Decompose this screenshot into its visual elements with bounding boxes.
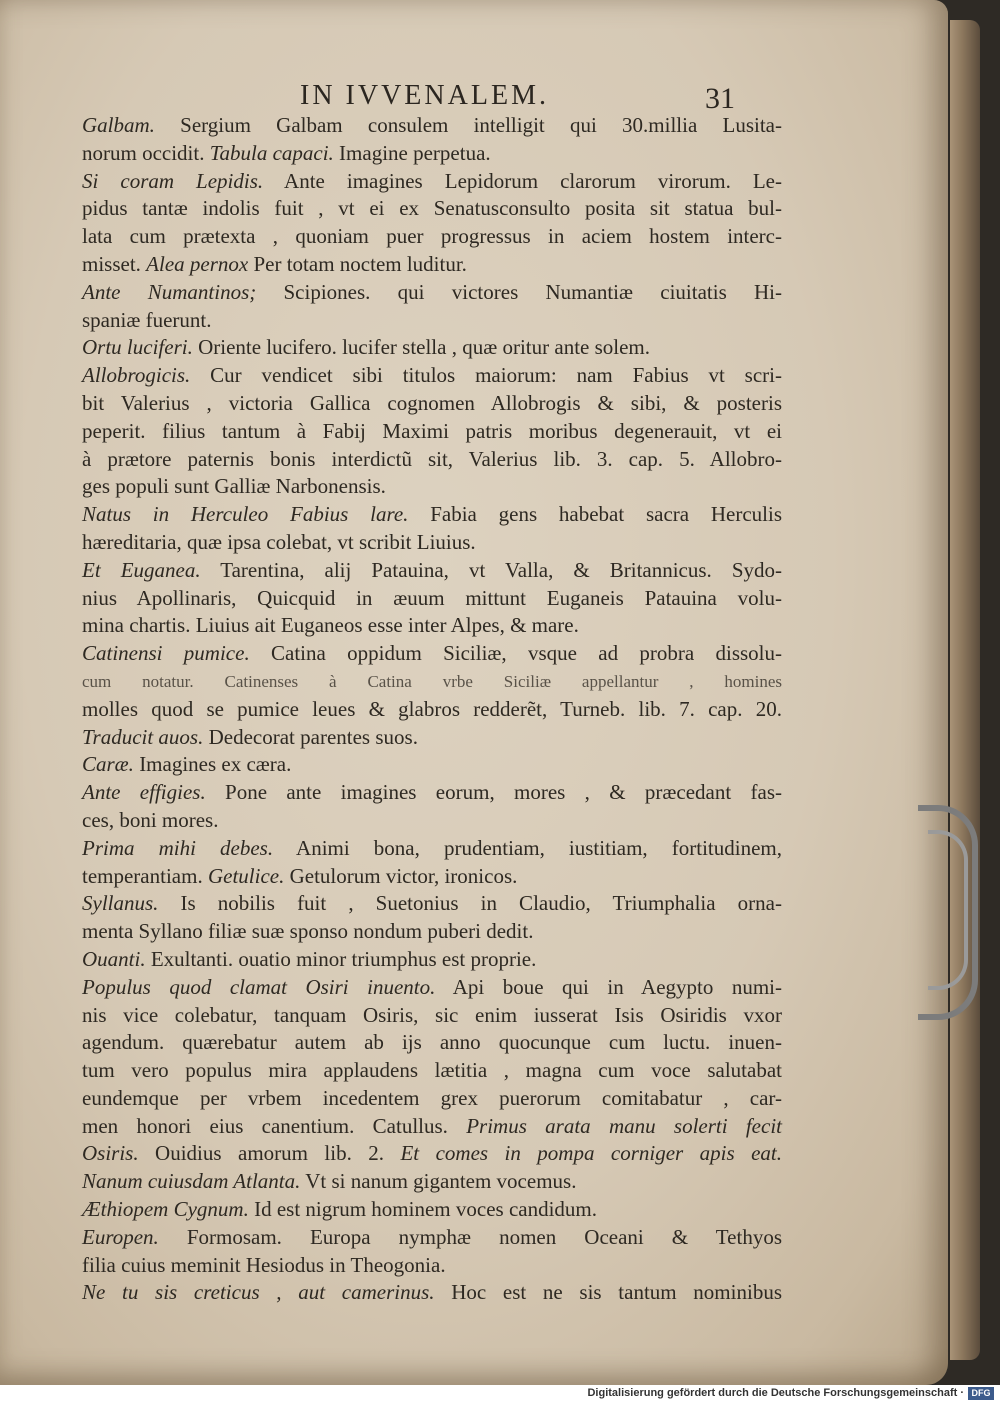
lemma-text: Si coram Lepidis. (82, 168, 264, 193)
lemma-text: Syllanus. (82, 891, 159, 916)
lemma-text: Et Euganea. (82, 557, 201, 582)
lemma-text: Tabula capaci. (209, 140, 334, 165)
text-line (82, 585, 782, 613)
text-line (82, 112, 782, 140)
gloss-text: nis vice colebatur, tanquam Osiris, sic enim iusserat Isis Osiridis vxor (82, 1002, 782, 1027)
text-line (82, 418, 782, 446)
text-line (82, 1224, 782, 1252)
gloss-text: Id est nigrum hominem voces candidum. (248, 1197, 598, 1222)
text-line (82, 1002, 782, 1030)
lemma-text: Caræ. (82, 752, 134, 777)
text-line (82, 140, 782, 168)
gloss-text: Fabia gens habebat sacra Herculis (408, 502, 782, 527)
text-line (82, 612, 782, 640)
text-line (82, 668, 782, 696)
gloss-text: men honori eius canentium. Catullus. (82, 1113, 467, 1138)
text-line (82, 390, 782, 418)
gloss-text: lata cum prætexta , quoniam puer progressus in aciem hostem interc- (82, 224, 782, 249)
gloss-text: norum occidit. (82, 140, 210, 165)
text-line (82, 1279, 782, 1307)
text-line (82, 918, 782, 946)
gloss-text: Cur vendicet sibi titulos maiorum: nam Fabius vt scri- (190, 363, 782, 388)
gloss-text: Sergium Galbam consulem intelligit qui 30.millia Lusita- (154, 113, 782, 137)
gloss-text: peperit. filius tantum à Fabij Maximi patris moribus degenerauit, vt ei (82, 418, 782, 443)
gloss-text: Scipiones. qui victores Numantiæ ciuitatis Hi- (256, 279, 782, 304)
text-line (82, 1085, 782, 1113)
gloss-text: Api boue qui in Aegypto numi- (435, 974, 782, 999)
lemma-text: Primus arata manu solerti fecit (466, 1113, 782, 1138)
text-line (82, 501, 782, 529)
text-line (82, 1029, 782, 1057)
gloss-text: Pone ante imagines eorum, mores , & præcedant fas- (205, 780, 783, 805)
gloss-text: Catina oppidum Siciliæ, vsque ad probra dissolu- (249, 641, 782, 666)
text-line (82, 279, 782, 307)
lemma-text: Ante effigies. (82, 780, 206, 805)
lemma-text: Alea pernox (146, 251, 249, 276)
text-line (82, 751, 782, 779)
text-line (82, 863, 782, 891)
text-line (82, 1113, 782, 1141)
lemma-text: Ante Numantinos; (82, 279, 257, 304)
lemma-text: Allobrogicis. (82, 363, 191, 388)
gloss-text: Vt si nanum gigantem vocemus. (300, 1169, 577, 1194)
gloss-text: ces, boni mores. (82, 807, 219, 832)
dfg-logo: DFG (968, 1387, 994, 1400)
text-line (82, 807, 782, 835)
gloss-text: Imagine perpetua. (333, 140, 491, 165)
gloss-text: Imagines ex cæra. (133, 752, 292, 777)
text-line (82, 696, 782, 724)
text-line (82, 1252, 782, 1280)
text-line (82, 890, 782, 918)
gloss-text: menta Syllano filiæ suæ sponso nondum puberi dedit. (82, 919, 534, 944)
text-line (82, 974, 782, 1002)
gloss-text: nius Apollinaris, Quicquid in æuum mittunt Euganeis Patauina volu- (82, 585, 782, 610)
gloss-text: Dedecorat parentes suos. (203, 724, 418, 749)
gloss-text: Getulorum victor, ironicos. (284, 863, 518, 888)
gloss-text: Hoc est ne sis tantum nominibus (434, 1280, 782, 1305)
lemma-text: Natus in Herculeo Fabius lare. (82, 502, 409, 527)
gloss-text: agendum. quærebatur autem ab ijs anno quocunque cum luctu. inuen- (82, 1030, 782, 1055)
text-line (82, 307, 782, 335)
gloss-text: Formosam. Europa nymphæ nomen Oceani & Tethyos (158, 1224, 782, 1249)
text-line (82, 251, 782, 279)
gloss-text: eundemque per vrbem incedentem grex puerorum comitabatur , car- (82, 1085, 782, 1110)
gloss-text: spaniæ fuerunt. (82, 307, 212, 332)
page-number: 31 (705, 82, 735, 115)
lemma-text: Et comes in pompa corniger apis eat. (400, 1141, 783, 1166)
funding-credit: Digitalisierung gefördert durch die Deutsche Forschungsgemeinschaft · (587, 1387, 964, 1399)
gloss-text: molles quod se pumice leues & glabros redderẽt, Turneb. lib. 7. cap. 20. (82, 696, 782, 721)
commentary-text (82, 112, 782, 1307)
lemma-text: Ortu luciferi. (82, 335, 193, 360)
lemma-text: Europen. (82, 1224, 159, 1249)
gloss-text: Animi bona, prudentiam, iustitiam, fortitudinem, (273, 835, 783, 860)
gloss-text: temperantiam. (82, 863, 208, 888)
gloss-text: mina chartis. Liuius ait Euganeos esse inter Alpes, & mare. (82, 613, 579, 638)
gloss-text: Ante imagines Lepidorum clarorum virorum. Le- (263, 168, 782, 193)
text-line (82, 473, 782, 501)
gloss-text: ges populi sunt Galliæ Narbonensis. (82, 474, 386, 499)
text-line (82, 640, 782, 668)
lemma-text: Traducit auos. (82, 724, 204, 749)
lemma-text: Osiris. (82, 1141, 139, 1166)
lemma-text: Ne tu sis creticus , aut camerinus. (82, 1280, 435, 1305)
gloss-text: Exultanti. ouatio minor triumphus est proprie. (145, 946, 537, 971)
gloss-text: Is nobilis fuit , Suetonius in Claudio, Triumphalia orna- (158, 891, 782, 916)
text-line (82, 1168, 782, 1196)
text-line (82, 946, 782, 974)
gloss-text: Ouidius amorum lib. 2. (138, 1141, 401, 1166)
text-line (82, 1196, 782, 1224)
gloss-text: Oriente lucifero. lucifer stella , quæ oritur ante solem. (192, 335, 651, 360)
text-line (82, 223, 782, 251)
gloss-text: filia cuius meminit Hesiodus in Theogonia. (82, 1252, 446, 1277)
text-line (82, 529, 782, 557)
gloss-text: à prætore paternis bonis interdictũ sit, Valerius lib. 3. cap. 5. Allobro- (82, 446, 782, 471)
lemma-text: Galbam. (82, 113, 155, 137)
text-line (82, 446, 782, 474)
text-line (82, 779, 782, 807)
gloss-text: Per totam noctem luditur. (248, 251, 467, 276)
text-line (82, 168, 782, 196)
text-line (82, 1057, 782, 1085)
text-line (82, 1140, 782, 1168)
text-line (82, 195, 782, 223)
lemma-text: Nanum cuiusdam Atlanta. (82, 1169, 301, 1194)
running-head: IN IVVENALEM. (300, 80, 549, 111)
gloss-text: tum vero populus mira applaudens lætitia , magna cum voce salutabat (82, 1058, 782, 1083)
text-line (82, 557, 782, 585)
text-line (82, 835, 782, 863)
gloss-text: hæreditaria, quæ ipsa colebat, vt scribit Liuius. (82, 529, 476, 554)
gloss-text: misset. (82, 251, 147, 276)
lemma-text: Ouanti. (82, 946, 146, 971)
text-line (82, 334, 782, 362)
lemma-text: Prima mihi debes. (82, 835, 274, 860)
lemma-text: Getulice. (207, 863, 285, 888)
digitization-footer (0, 1385, 1000, 1402)
lemma-text: Æthiopem Cygnum. (82, 1197, 249, 1222)
lemma-text: Catinensi pumice. (82, 641, 250, 666)
lemma-text: Populus quod clamat Osiri inuento. (82, 974, 436, 999)
page-edge (950, 20, 980, 1360)
paper-clip-inner-icon (928, 830, 968, 990)
text-line (82, 362, 782, 390)
gloss-text: pidus tantæ indolis fuit , vt ei ex Senatusconsulto posita sit statua bul- (82, 196, 782, 221)
gloss-text: Tarentina, alij Patauina, vt Valla, & Britannicus. Sydo- (200, 557, 782, 582)
gloss-text: bit Valerius , victoria Gallica cognomen Allobrogis & sibi, & posteris (82, 390, 782, 415)
text-line (82, 724, 782, 752)
gloss-text: cum notatur. Catinenses à Catina vrbe Siciliæ appellantur , homines (82, 671, 782, 691)
